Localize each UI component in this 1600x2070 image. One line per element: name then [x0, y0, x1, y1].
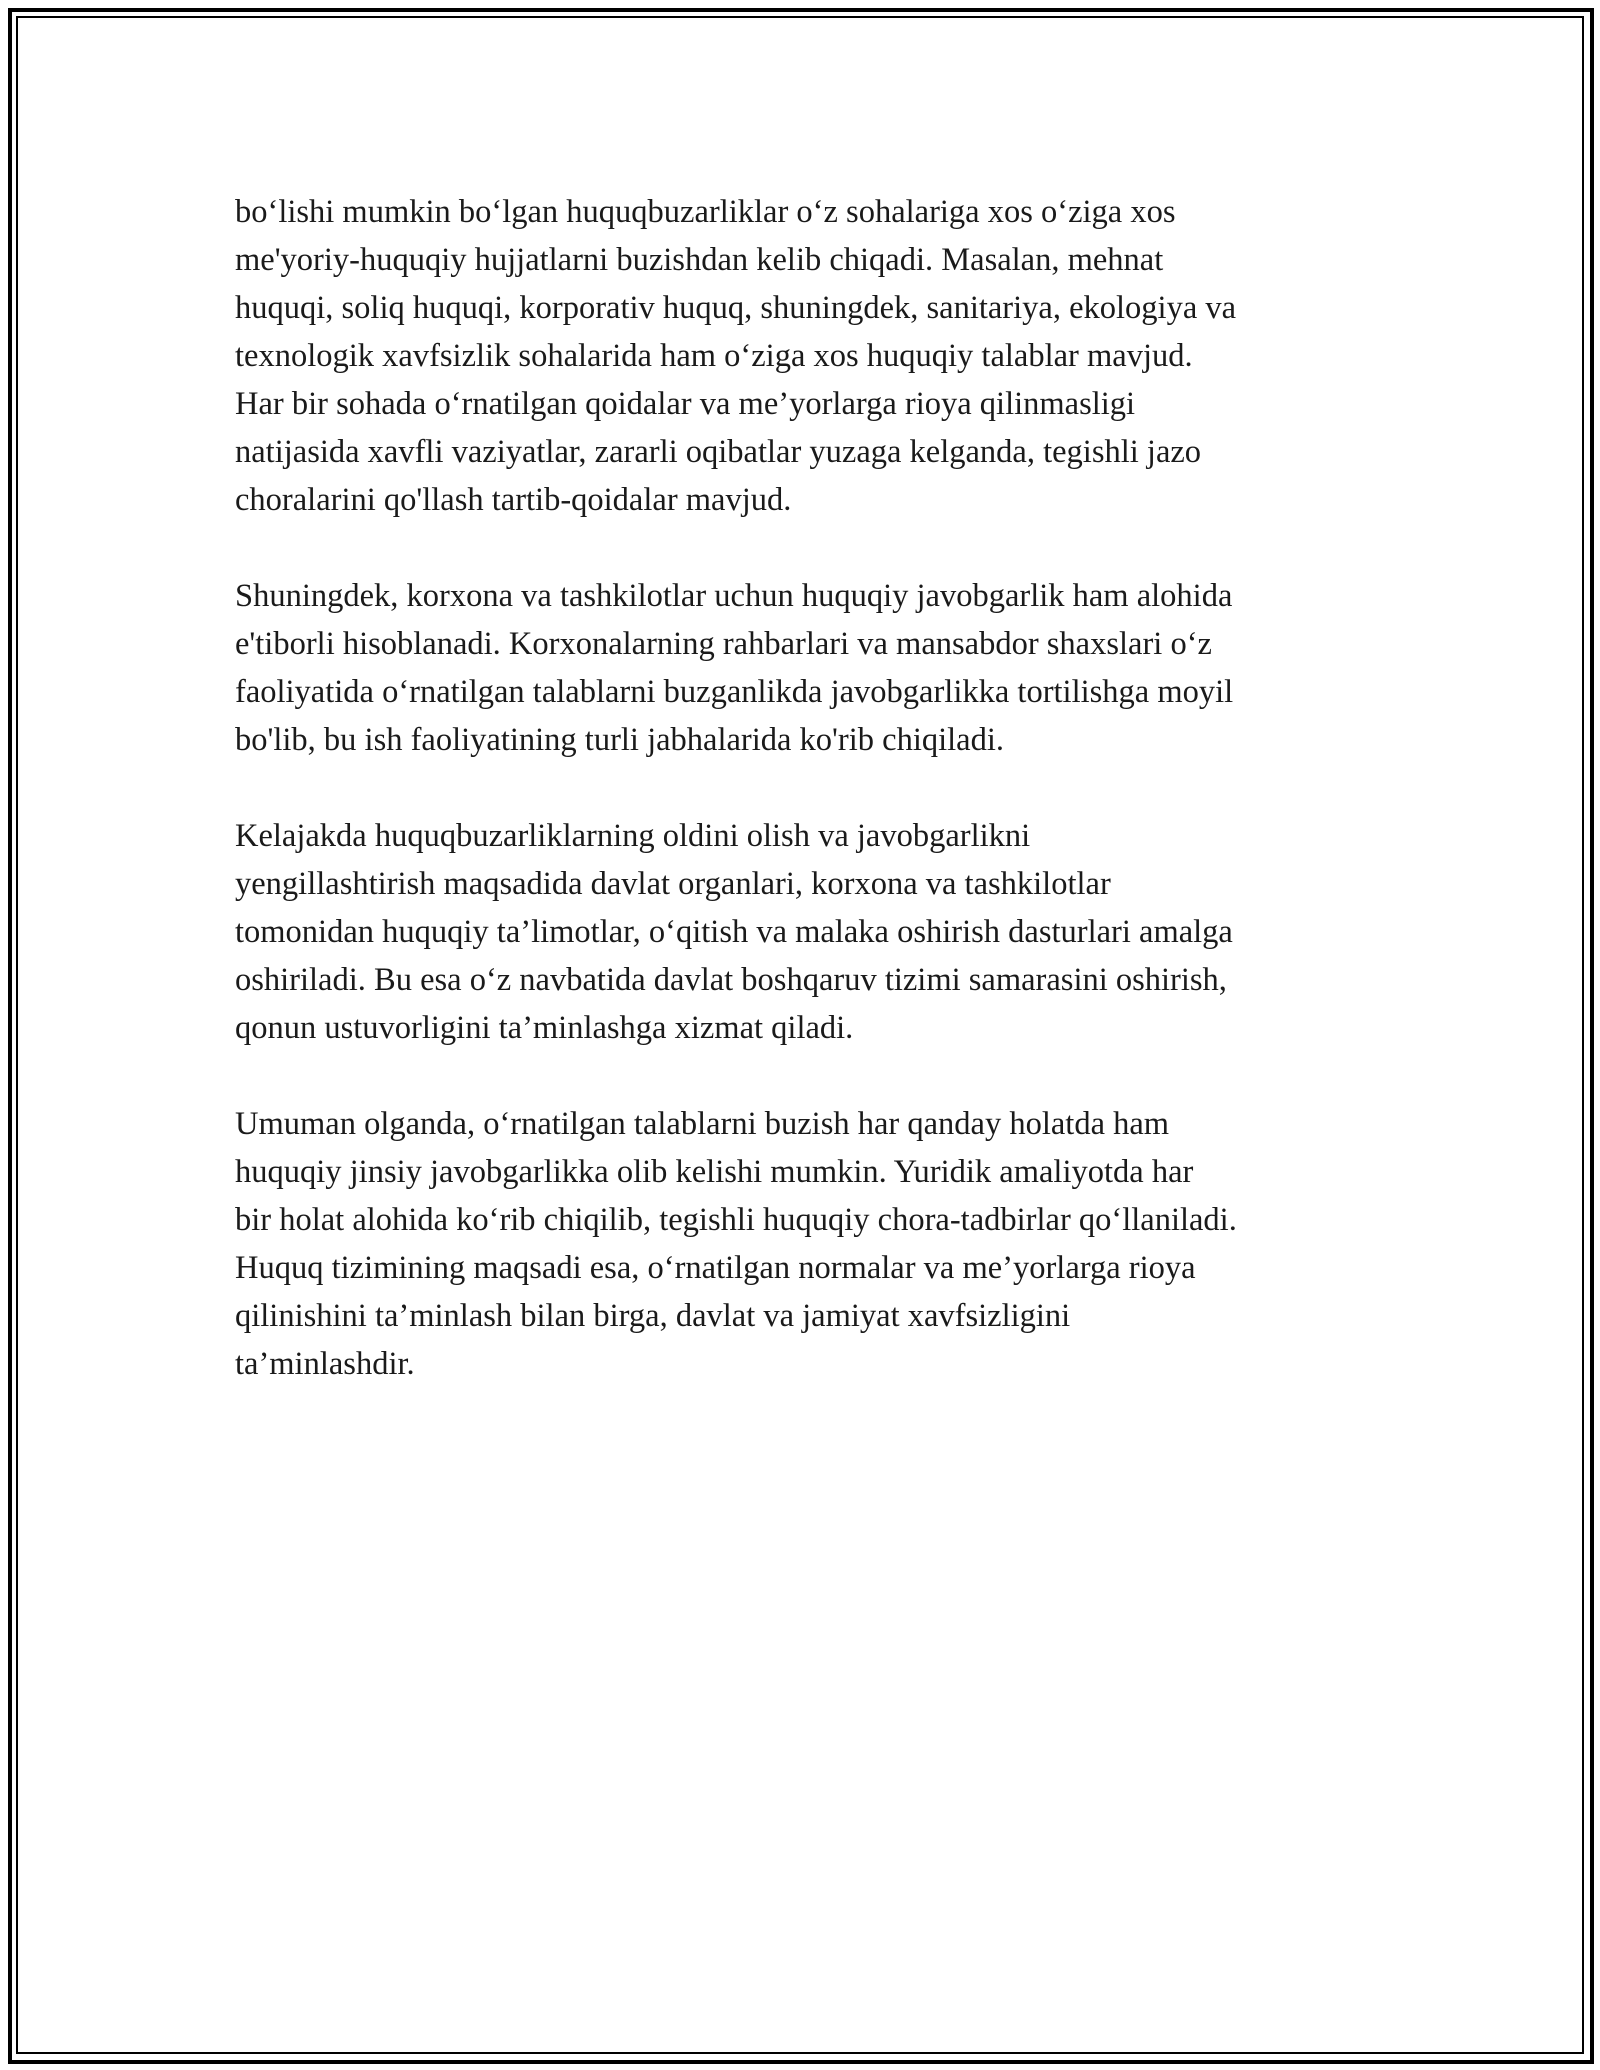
text-line: choralarini qo'llash tartib-qoidalar mavjud.	[235, 482, 792, 518]
text-line: tomonidan huquqiy ta’limotlar, o‘qitish va malaka oshirish dasturlari amalga	[235, 914, 1233, 950]
paragraph-2	[235, 572, 1375, 764]
document-body	[235, 188, 1375, 1436]
text-line: bo'lib, bu ish faoliyatining turli jabhalarida ko'rib chiqiladi.	[235, 722, 1004, 758]
text-line: e'tiborli hisoblanadi. Korxonalarning rahbarlari va mansabdor shaxslari o‘z	[235, 626, 1212, 662]
text-line: ta’minlashdir.	[235, 1346, 415, 1382]
text-line: Huquq tizimining maqsadi esa, o‘rnatilgan normalar va me’yorlarga rioya	[235, 1250, 1196, 1286]
text-line: Kelajakda huquqbuzarliklarning oldini olish va javobgarlikni	[235, 818, 1031, 854]
text-line: natijasida xavfli vaziyatlar, zararli oqibatlar yuzaga kelganda, tegishli jazo	[235, 434, 1202, 470]
text-line: yengillashtirish maqsadida davlat organlari, korxona va tashkilotlar	[235, 866, 1111, 902]
paragraph-4	[235, 1100, 1375, 1388]
text-line: bo‘lishi mumkin bo‘lgan huquqbuzarliklar o‘z sohalariga xos o‘ziga xos	[235, 194, 1176, 230]
text-line: Shuningdek, korxona va tashkilotlar uchun huquqiy javobgarlik ham alohida	[235, 578, 1233, 614]
paragraph-3	[235, 812, 1375, 1052]
paragraph-1	[235, 188, 1375, 524]
text-line: me'yoriy-huquqiy hujjatlarni buzishdan kelib chiqadi. Masalan, mehnat	[235, 242, 1164, 278]
text-line: oshiriladi. Bu esa o‘z navbatida davlat boshqaruv tizimi samarasini oshirish,	[235, 962, 1227, 998]
text-line: qonun ustuvorligini ta’minlashga xizmat qiladi.	[235, 1010, 854, 1046]
text-line: huquqi, soliq huquqi, korporativ huquq, shuningdek, sanitariya, ekologiya va	[235, 290, 1237, 326]
text-line: faoliyatida o‘rnatilgan talablarni buzganlikda javobgarlikka tortilishga moyil	[235, 674, 1234, 710]
text-line: huquqiy jinsiy javobgarlikka olib kelishi mumkin. Yuridik amaliyotda har	[235, 1154, 1194, 1190]
text-line: Umuman olganda, o‘rnatilgan talablarni buzish har qanday holatda ham	[235, 1106, 1170, 1142]
text-line: bir holat alohida ko‘rib chiqilib, tegishli huquqiy chora-tadbirlar qo‘llaniladi.	[235, 1202, 1237, 1238]
text-line: texnologik xavfsizlik sohalarida ham o‘ziga xos huquqiy talablar mavjud.	[235, 338, 1193, 374]
text-line: Har bir sohada o‘rnatilgan qoidalar va me’yorlarga rioya qilinmasligi	[235, 386, 1136, 422]
text-line: qilinishini ta’minlash bilan birga, davlat va jamiyat xavfsizligini	[235, 1298, 1071, 1334]
